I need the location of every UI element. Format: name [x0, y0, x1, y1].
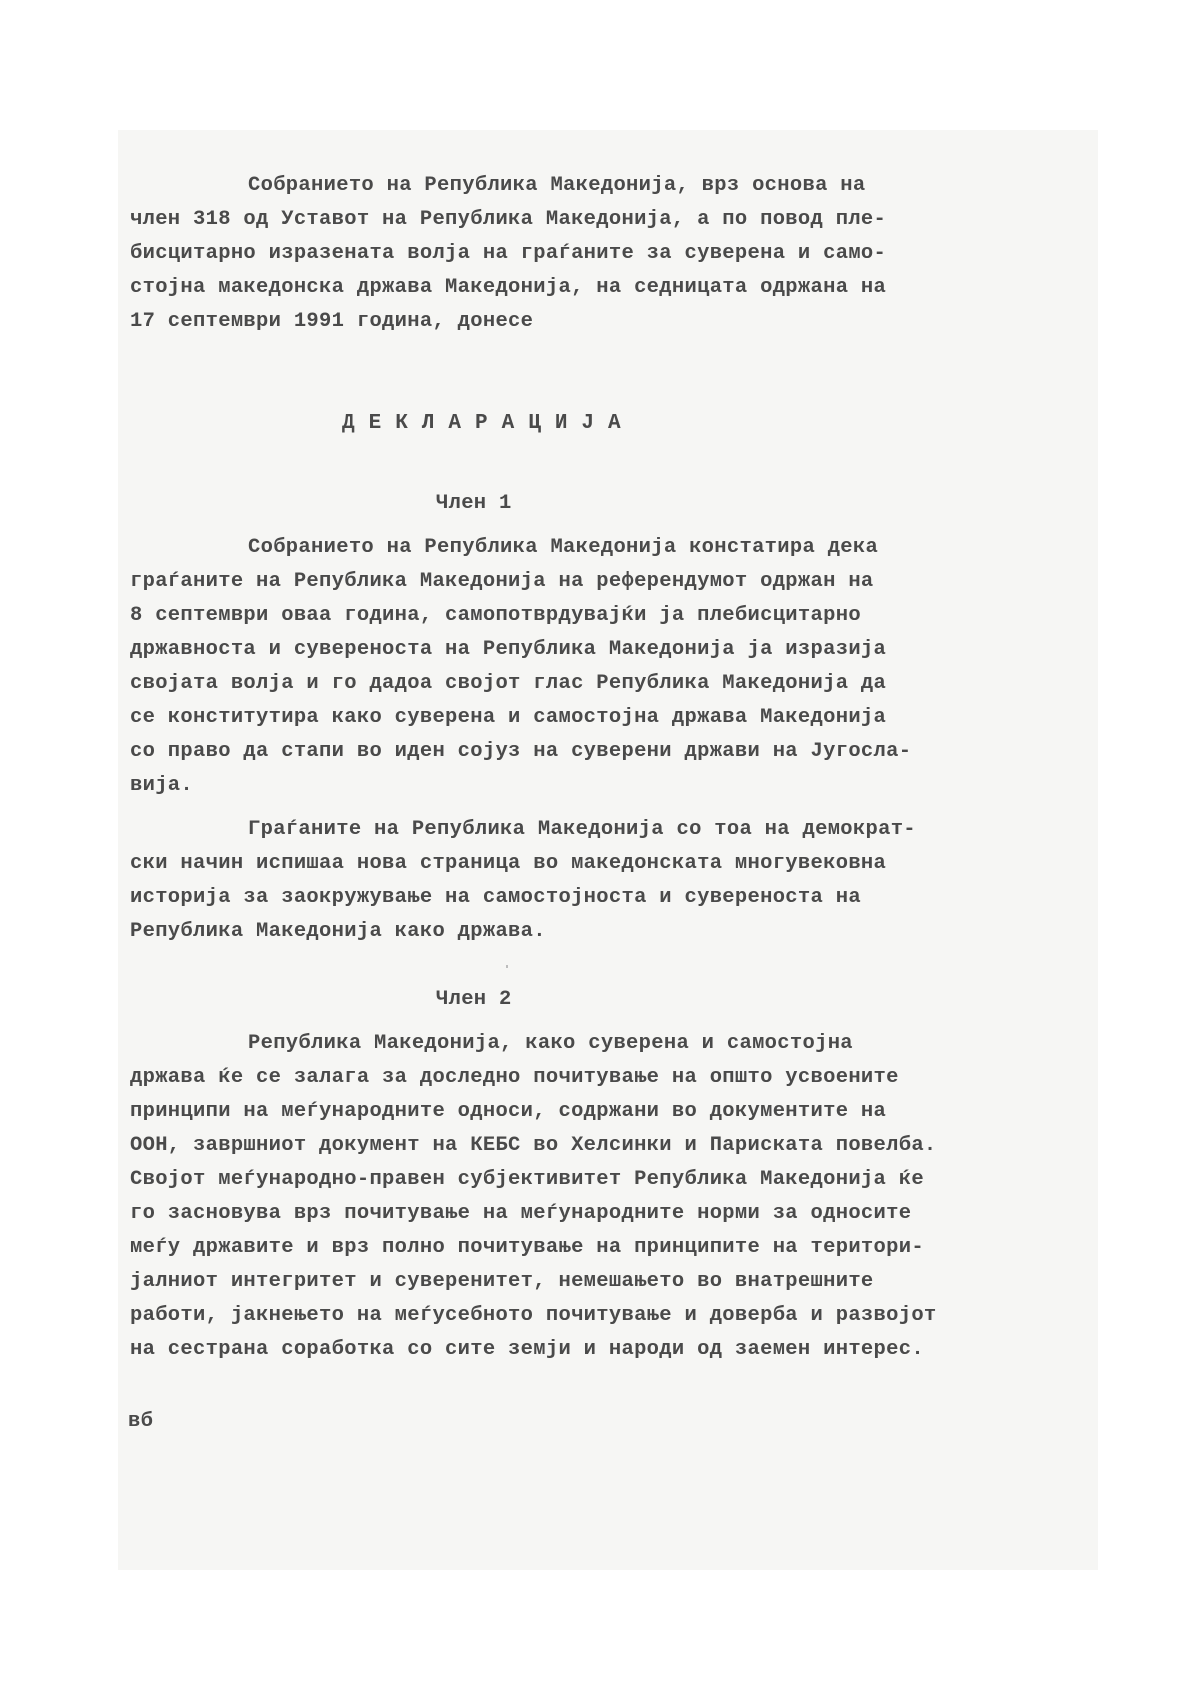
- paragraph-line: 8 септември оваа година, самопотврдувајќи ја плебисцитарно: [130, 604, 861, 627]
- paragraph-line: на сестрана соработка со сите земји и народи од заемен интерес.: [130, 1338, 924, 1361]
- paragraph-line: принципи на меѓународните односи, содржани во документите на: [130, 1100, 887, 1123]
- article-2-heading: Член 2: [436, 988, 512, 1011]
- article-1-heading: Член 1: [436, 492, 512, 515]
- paragraph-line: државноста и сувереноста на Република Македонија ја изразија: [130, 638, 887, 661]
- paragraph-line: ски начин испишаа нова страница во македонската многувековна: [130, 852, 887, 875]
- paragraph-line: држава ќе се залага за доследно почитување на општо усвоените: [130, 1066, 899, 1089]
- paragraph-line: Граѓаните на Република Македонија со тоа на демократ-: [248, 818, 916, 841]
- paragraph-line: го засновува врз почитување на меѓународните норми за односите: [130, 1202, 912, 1225]
- paragraph-line: Својот меѓународно-правен субјективитет Република Македонија ќе: [130, 1168, 924, 1191]
- document-title: ДЕКЛАРАЦИЈА: [342, 412, 635, 435]
- preamble-line: 17 септември 1991 година, донесе: [130, 310, 534, 333]
- preamble-line: бисцитарно изразената волја на граѓаните за суверена и само-: [130, 242, 887, 265]
- preamble-line: Собранието на Република Македонија, врз основа на: [248, 174, 866, 197]
- scan-speck: [506, 965, 508, 968]
- paragraph-line: Република Македонија, како суверена и самостојна: [248, 1032, 853, 1055]
- paragraph-line: работи, јакнењето на меѓусебното почитување и доверба и развојот: [130, 1304, 937, 1327]
- paragraph-line: историја за заокружување на самостојноста и сувереноста на: [130, 886, 861, 909]
- paragraph-line: Собранието на Република Македонија констатира дека: [248, 536, 879, 559]
- paragraph-line: вија.: [130, 774, 194, 797]
- typist-initials: вб: [128, 1410, 154, 1433]
- paragraph-line: се конститутира како суверена и самостојна држава Македонија: [130, 706, 887, 729]
- paragraph-line: јалниот интегритет и суверенитет, немешањето во внатрешните: [130, 1270, 874, 1293]
- preamble-line: стојна македонска држава Македонија, на седницата одржана на: [130, 276, 887, 299]
- paragraph-line: ООН, завршниот документ на КЕБС во Хелсинки и Париската повелба.: [130, 1134, 937, 1157]
- paragraph-line: Република Македонија како држава.: [130, 920, 546, 943]
- preamble-line: член 318 од Уставот на Република Македонија, а по повод пле-: [130, 208, 887, 231]
- paragraph-line: со право да стапи во иден сојуз на суверени држави на Југосла-: [130, 740, 912, 763]
- paragraph-line: меѓу државите и врз полно почитување на принципите на територи-: [130, 1236, 924, 1259]
- paragraph-line: граѓаните на Република Македонија на референдумот одржан на: [130, 570, 874, 593]
- paragraph-line: својата волја и го дадоа својот глас Република Македонија да: [130, 672, 887, 695]
